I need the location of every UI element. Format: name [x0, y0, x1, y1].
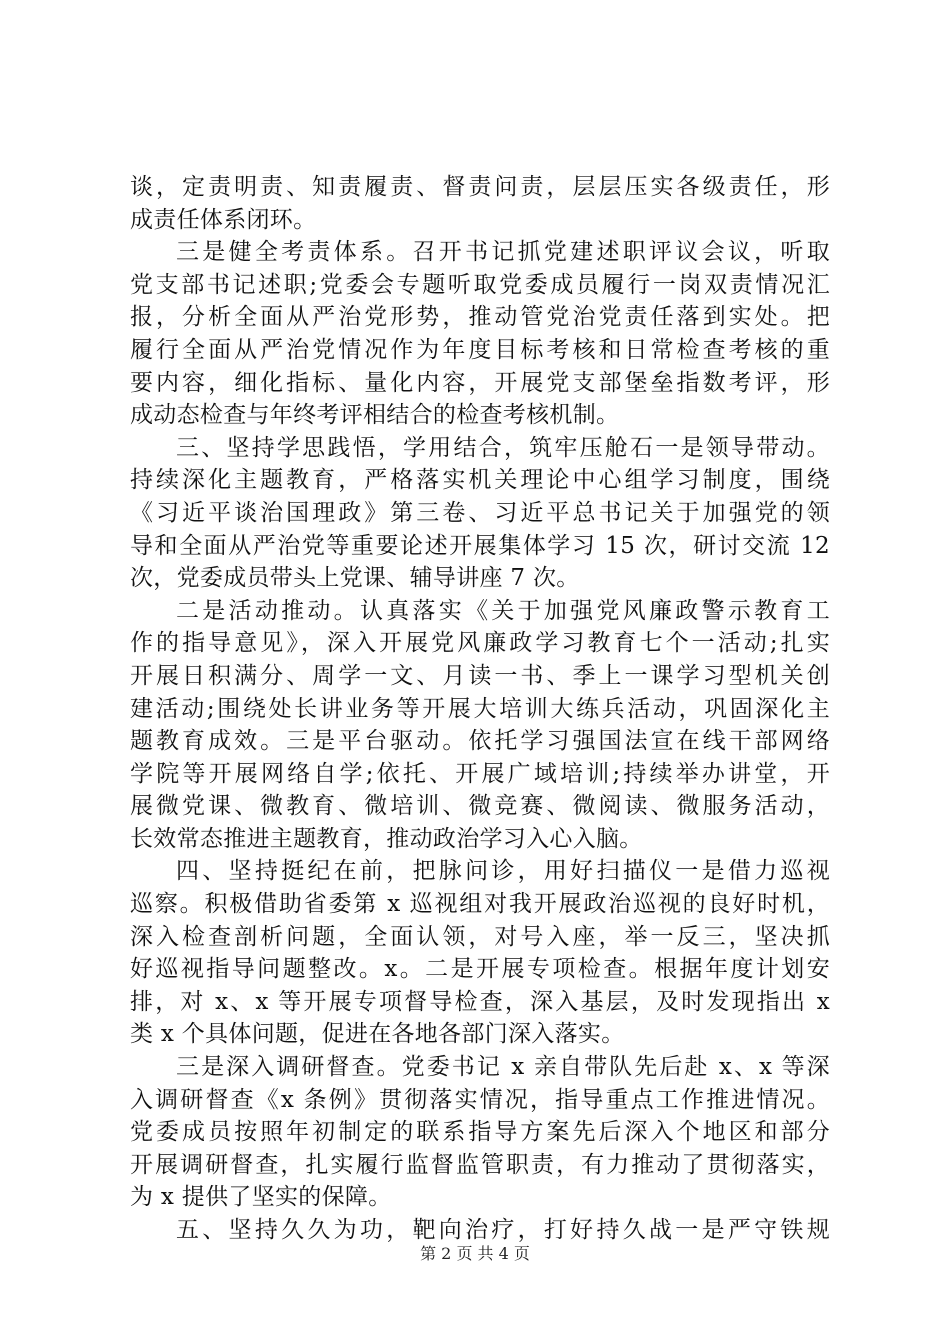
- text-line: 展微党课、微教育、微培训、微竞赛、微阅读、微服务活动，: [130, 793, 830, 820]
- text-line: 深入检查剖析问题，全面认领，对号入座，举一反三，坚决抓: [130, 923, 830, 950]
- text-line: 类 x 个具体问题，促进在各地各部门深入落实。: [130, 1021, 625, 1048]
- text-line: 排，对 x、x 等开展专项督导检查，深入基层，及时发现指出 x: [130, 988, 830, 1015]
- text-line: 履行全面从严治党情况作为年度目标考核和日常检查考核的重: [130, 336, 830, 363]
- text-line: 入调研督查《x 条例》贯彻落实情况，指导重点工作推进情况。: [130, 1086, 830, 1113]
- text-line: 要内容，细化指标、量化内容，开展党支部堡垒指数考评，形: [130, 369, 830, 396]
- text-line: 开展日积满分、周学一文、月读一书、季上一课学习型机关创: [130, 662, 830, 689]
- text-line: 持续深化主题教育，严格落实机关理论中心组学习制度，围绕: [130, 467, 830, 494]
- text-line: 报，分析全面从严治党形势，推动管党治党责任落到实处。把: [130, 304, 830, 331]
- text-line: 学院等开展网络自学;依托、开展广域培训;持续举办讲堂，开: [130, 760, 830, 787]
- text-line: 谈，定责明责、知责履责、督责问责，层层压实各级责任，形: [130, 174, 830, 200]
- text-line: 长效常态推进主题教育，推动政治学习入心入脑。: [130, 825, 643, 852]
- text-line: 党委成员按照年初制定的联系指导方案先后深入个地区和部分: [130, 1119, 830, 1146]
- text-line: 导和全面从严治党等重要论述开展集体学习 15 次，研讨交流 12: [130, 532, 830, 559]
- text-line: 建活动;围绕处长讲业务等开展大培训大练兵活动，巩固深化主: [130, 695, 830, 722]
- text-line: 开展调研督查，扎实履行监督监管职责，有力推动了贯彻落实，: [130, 1151, 830, 1178]
- text-line: 成动态检查与年终考评相结合的检查考核机制。: [130, 402, 620, 429]
- text-line: 作的指导意见》，深入开展党风廉政学习教育七个一活动;扎实: [130, 630, 830, 657]
- text-line: 为 x 提供了坚实的保障。: [130, 1184, 392, 1211]
- text-line: 三、坚持学思践悟，学用结合，筑牢压舱石一是领导带动。: [176, 434, 830, 461]
- text-line: 三是健全考责体系。召开书记抓党建述职评议会议，听取: [176, 239, 830, 266]
- text-line: 五、坚持久久为功，靶向治疗，打好持久战一是严守铁规: [176, 1217, 830, 1243]
- text-line: 二是活动推动。认真落实《关于加强党风廉政警示教育工: [176, 597, 830, 624]
- text-line: 题教育成效。三是平台驱动。依托学习强国法宣在线干部网络: [130, 728, 830, 755]
- text-line: 四、坚持挺纪在前，把脉问诊，用好扫描仪一是借力巡视: [176, 858, 830, 885]
- text-line: 好巡视指导问题整改。x。二是开展专项检查。根据年度计划安: [130, 956, 830, 983]
- text-line: 巡察。积极借助省委第 x 巡视组对我开展政治巡视的良好时机，: [130, 891, 830, 918]
- page-footer: 第 2 页 共 4 页: [420, 1244, 530, 1263]
- text-line: 三是深入调研督查。党委书记 x 亲自带队先后赴 x、x 等深: [176, 1054, 830, 1081]
- text-line: 成责任体系闭环。: [130, 206, 317, 233]
- text-line: 次，党委成员带头上党课、辅导讲座 7 次。: [130, 565, 580, 592]
- document-body: [130, 171, 830, 1247]
- text-line: 党支部书记述职;党委会专题听取党委成员履行一岗双责情况汇: [130, 271, 830, 298]
- text-line: 《习近平谈治国理政》第三卷、习近平总书记关于加强党的领: [130, 499, 830, 526]
